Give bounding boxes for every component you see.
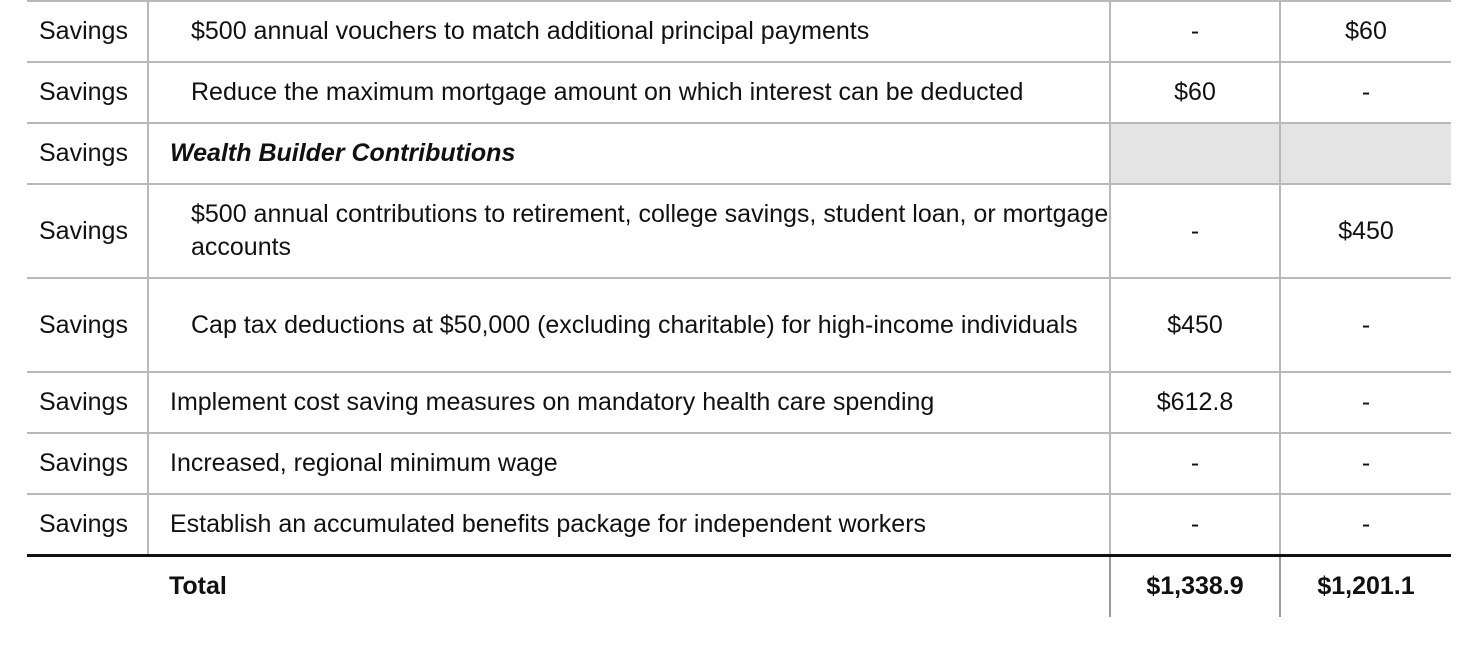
- value-cell-b: -: [1280, 278, 1451, 372]
- table-row: [27, 494, 1451, 555]
- value-cell-a: $60: [1110, 62, 1280, 123]
- category-cell: Savings: [27, 372, 148, 433]
- table-row: [27, 433, 1451, 494]
- total-label: Total: [148, 555, 1110, 617]
- value-cell-a: $450: [1110, 278, 1280, 372]
- value-cell-a: -: [1110, 1, 1280, 62]
- description-cell: $500 annual vouchers to match additional principal payments: [148, 1, 1110, 62]
- value-cell-b: $450: [1280, 184, 1451, 278]
- description-cell: Reduce the maximum mortgage amount on which interest can be deducted: [148, 62, 1110, 123]
- table-row: [27, 184, 1451, 278]
- section-heading: Wealth Builder Contributions: [148, 123, 1110, 184]
- total-spacer-cell: [27, 555, 148, 617]
- value-cell-b: -: [1280, 433, 1451, 494]
- value-cell-b: -: [1280, 62, 1451, 123]
- value-cell-a: -: [1110, 494, 1280, 555]
- category-cell: Savings: [27, 1, 148, 62]
- category-cell: Savings: [27, 123, 148, 184]
- table-row: [27, 1, 1451, 62]
- description-cell: Implement cost saving measures on mandatory health care spending: [148, 372, 1110, 433]
- category-cell: Savings: [27, 278, 148, 372]
- category-cell: Savings: [27, 62, 148, 123]
- value-cell-b: $60: [1280, 1, 1451, 62]
- total-row: [27, 555, 1451, 617]
- value-cell-b: -: [1280, 494, 1451, 555]
- description-cell: Cap tax deductions at $50,000 (excluding charitable) for high-income individuals: [148, 278, 1110, 372]
- category-cell: Savings: [27, 184, 148, 278]
- category-cell: Savings: [27, 433, 148, 494]
- value-cell-a: -: [1110, 433, 1280, 494]
- value-cell-b: [1280, 123, 1451, 184]
- description-cell: Establish an accumulated benefits package for independent workers: [148, 494, 1110, 555]
- budget-table: [27, 0, 1451, 617]
- section-header-row: [27, 123, 1451, 184]
- table-row: [27, 62, 1451, 123]
- description-cell: Increased, regional minimum wage: [148, 433, 1110, 494]
- value-cell-a: -: [1110, 184, 1280, 278]
- total-value-a: $1,338.9: [1110, 555, 1280, 617]
- value-cell-a: $612.8: [1110, 372, 1280, 433]
- category-cell: Savings: [27, 494, 148, 555]
- table-row: [27, 372, 1451, 433]
- total-value-b: $1,201.1: [1280, 555, 1451, 617]
- value-cell-a: [1110, 123, 1280, 184]
- value-cell-b: -: [1280, 372, 1451, 433]
- description-cell: $500 annual contributions to retirement, college savings, student loan, or mortgage accounts: [148, 184, 1110, 278]
- table-row: [27, 278, 1451, 372]
